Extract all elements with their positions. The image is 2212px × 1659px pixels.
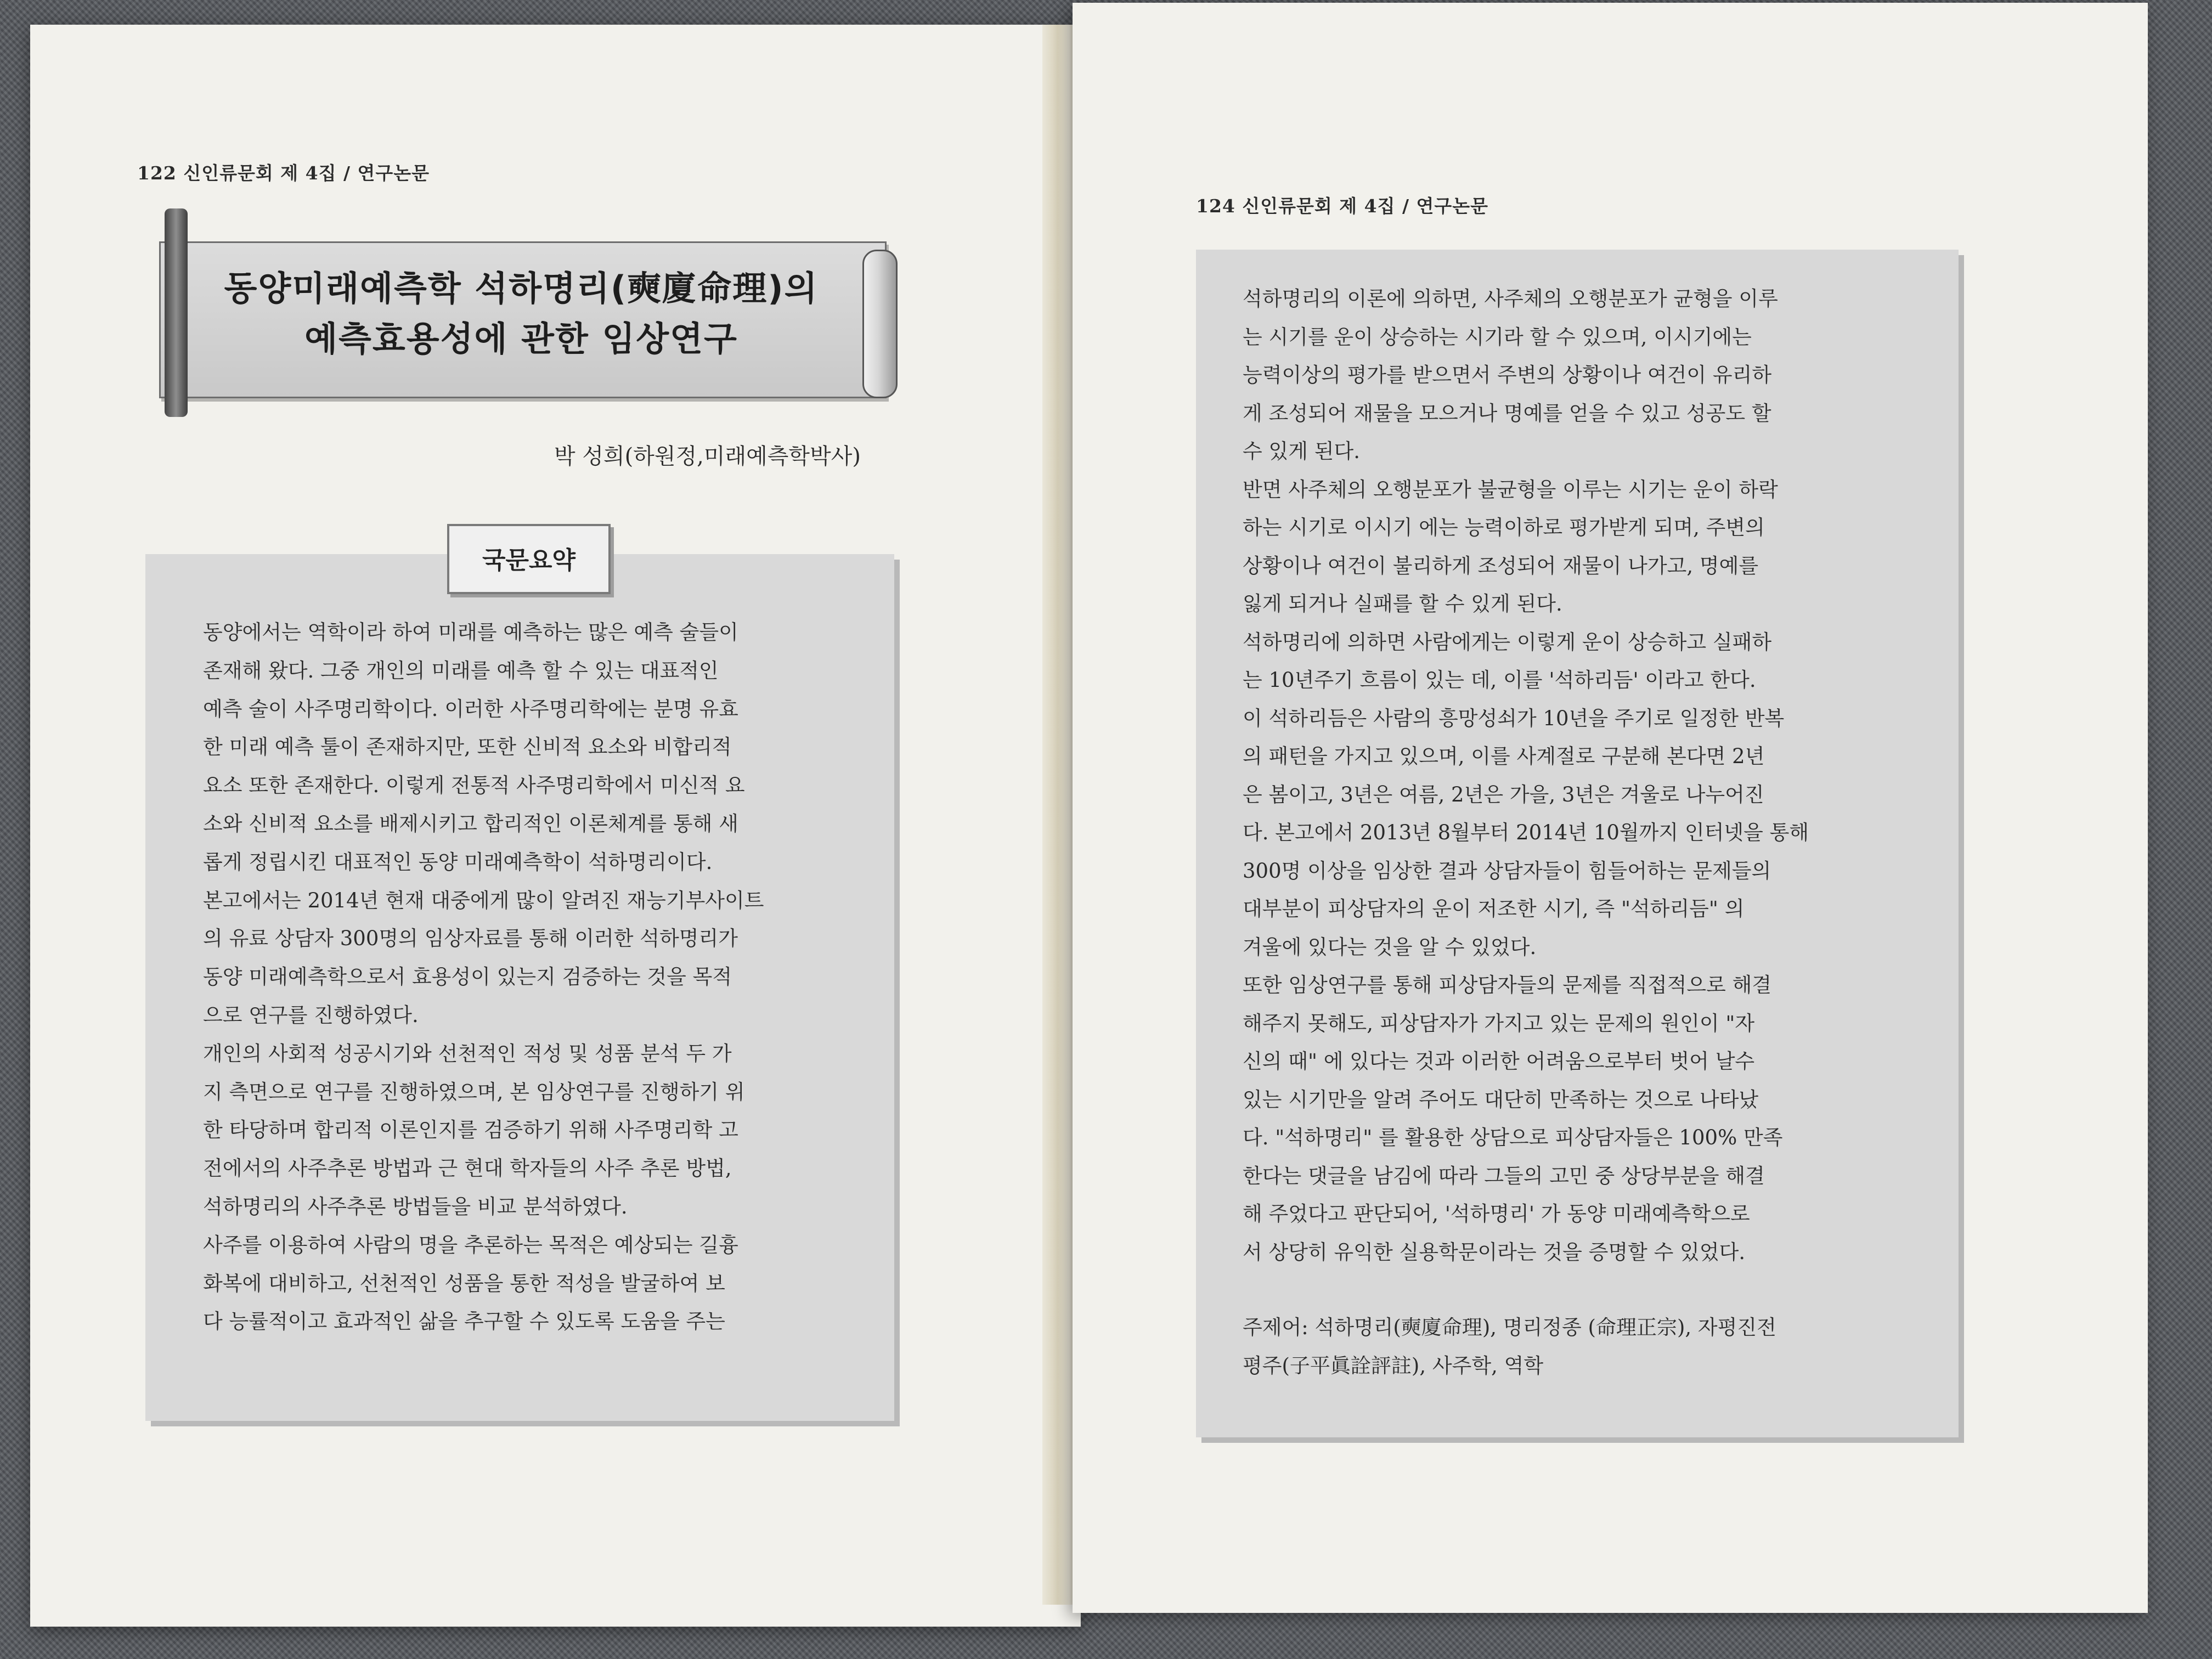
text-line: 의 패턴을 가지고 있으며, 이를 사계절로 구분해 본다면 2년 <box>1243 744 1765 768</box>
text-line: 300명 이상을 임상한 결과 상담자들이 힘들어하는 문제들의 <box>1243 859 1771 883</box>
text-line: 신의 때" 에 있다는 것과 이러한 어려움으로부터 벗어 날수 <box>1243 1049 1755 1073</box>
text-line: 전에서의 사주추론 방법과 근 현대 학자들의 사주 추론 방법, <box>203 1156 732 1181</box>
text-line: 해주지 못해도, 피상담자가 가지고 있는 문제의 원인이 "자 <box>1243 1011 1755 1035</box>
text-line: 한다는 댓글을 남김에 따라 그들의 고민 중 상당부분을 해결 <box>1243 1164 1765 1188</box>
author-line: 박 성희(하원정,미래예측학박사) <box>554 444 861 469</box>
text-line: 화복에 대비하고, 선천적인 성품을 통한 적성을 발굴하여 보 <box>203 1271 725 1295</box>
title-line: 예측효용성에 관한 임상연구 <box>304 319 738 359</box>
text-line: 서 상당히 유익한 실용학문이라는 것을 증명할 수 있었다. <box>1243 1240 1746 1264</box>
text-line: 요소 또한 존재한다. 이렇게 전통적 사주명리학에서 미신적 요 <box>203 774 745 798</box>
text-line: 의 유료 상담자 300명의 임상자료를 통해 이러한 석하명리가 <box>203 927 738 951</box>
text-line: 소와 신비적 요소를 배제시키고 합리적인 이론체계를 통해 새 <box>203 811 738 836</box>
text-line: 존재해 왔다. 그중 개인의 미래를 예측 할 수 있는 대표적인 <box>203 658 719 682</box>
keyword-line: 주제어: 석하명리(奭廈命理), 명리정종 (命理正宗), 자평진전 <box>1243 1316 1776 1339</box>
left-running-head: 122 신인류문회 제 4집 / 연구논문 <box>137 162 430 184</box>
text-line: 잃게 되거나 실패를 할 수 있게 된다. <box>1243 592 1562 616</box>
text-line: 또한 임상연구를 통해 피상담자들의 문제를 직접적으로 해결 <box>1243 973 1772 997</box>
text-line: 있는 시기만을 알려 주어도 대단히 만족하는 것으로 나타났 <box>1243 1087 1759 1111</box>
scroll-roll-right-icon <box>862 250 898 398</box>
text-line: 동양에서는 역학이라 하여 미래를 예측하는 많은 예측 술들이 <box>203 620 738 644</box>
text-line: 예측 술이 사주명리학이다. 이러한 사주명리학에는 분명 유효 <box>203 697 738 721</box>
text-line: 본고에서는 2014년 현재 대중에게 많이 알려진 재능기부사이트 <box>203 888 764 912</box>
text-line: 으로 연구를 진행하였다. <box>203 1003 419 1027</box>
text-line: 는 시기를 운이 상승하는 시기라 할 수 있으며, 이시기에는 <box>1243 325 1752 349</box>
text-line: 롭게 정립시킨 대표적인 동양 미래예측학이 석하명리이다. <box>203 850 713 874</box>
text-line: 사주를 이용하여 사람의 명을 추론하는 목적은 예상되는 길흉 <box>203 1233 738 1257</box>
text-line: 석하명리에 의하면 사람에게는 이렇게 운이 상승하고 실패하 <box>1243 630 1772 654</box>
abstract-continued-text <box>1243 280 1809 1271</box>
text-line: 해 주었다고 판단되어, '석하명리' 가 동양 미래예측학으로 <box>1243 1202 1750 1226</box>
abstract-text <box>203 613 764 1341</box>
text-line: 석하명리의 사주추론 방법들을 비교 분석하였다. <box>203 1194 628 1218</box>
text-line: 은 봄이고, 3년은 여름, 2년은 가을, 3년은 겨울로 나누어진 <box>1243 782 1764 806</box>
text-line: 지 측면으로 연구를 진행하였으며, 본 임상연구를 진행하기 위 <box>203 1080 745 1104</box>
title-line: 동양미래예측학 석하명리(奭廈命理)의 <box>224 268 819 308</box>
text-line: 석하명리의 이론에 의하면, 사주체의 오행분포가 균형을 이루 <box>1243 287 1778 311</box>
text-line: 상황이나 여건이 불리하게 조성되어 재물이 나가고, 명예를 <box>1243 554 1759 578</box>
text-line: 한 타당하며 합리적 이론인지를 검증하기 위해 사주명리학 고 <box>203 1118 738 1142</box>
text-line: 다 능률적이고 효과적인 삶을 추구할 수 있도록 도움을 주는 <box>203 1310 725 1334</box>
text-line: 하는 시기로 이시기 에는 능력이하로 평가받게 되며, 주변의 <box>1243 516 1765 539</box>
text-line: 수 있게 된다. <box>1243 439 1360 463</box>
text-line: 이 석하리듬은 사람의 흥망성쇠가 10년을 주기로 일정한 반복 <box>1243 706 1785 730</box>
text-line: 개인의 사회적 성공시기와 선천적인 적성 및 성품 분석 두 가 <box>203 1041 732 1065</box>
text-line: 다. 본고에서 2013년 8월부터 2014년 10월까지 인터넷을 통해 <box>1243 821 1809 844</box>
paper-title <box>181 263 861 364</box>
keyword-line: 평주(子平眞詮評註), 사주학, 역학 <box>1243 1354 1544 1378</box>
text-line: 는 10년주기 흐름이 있는 데, 이를 '석하리듬' 이라고 한다. <box>1243 668 1756 692</box>
text-line: 대부분이 피상담자의 운이 저조한 시기, 즉 "석하리듬" 의 <box>1243 897 1745 921</box>
text-line: 반면 사주체의 오행분포가 불균형을 이루는 시기는 운이 하락 <box>1243 477 1778 501</box>
text-line: 동양 미래예측학으로서 효용성이 있는지 검증하는 것을 목적 <box>203 965 732 989</box>
text-line: 능력이상의 평가를 받으면서 주변의 상황이나 여건이 유리하 <box>1243 363 1772 387</box>
text-line: 게 조성되어 재물을 모으거나 명예를 얻을 수 있고 성공도 할 <box>1243 401 1771 425</box>
right-running-head: 124 신인류문회 제 4집 / 연구논문 <box>1196 195 1489 217</box>
text-line: 겨울에 있다는 것을 알 수 있었다. <box>1243 935 1537 959</box>
keywords <box>1243 1308 1776 1385</box>
abstract-heading: 국문요약 <box>482 546 575 574</box>
text-line: 한 미래 예측 툴이 존재하지만, 또한 신비적 요소와 비합리적 <box>203 735 732 759</box>
text-line: 다. "석하명리" 를 활용한 상담으로 피상담자들은 100% 만족 <box>1243 1126 1783 1149</box>
